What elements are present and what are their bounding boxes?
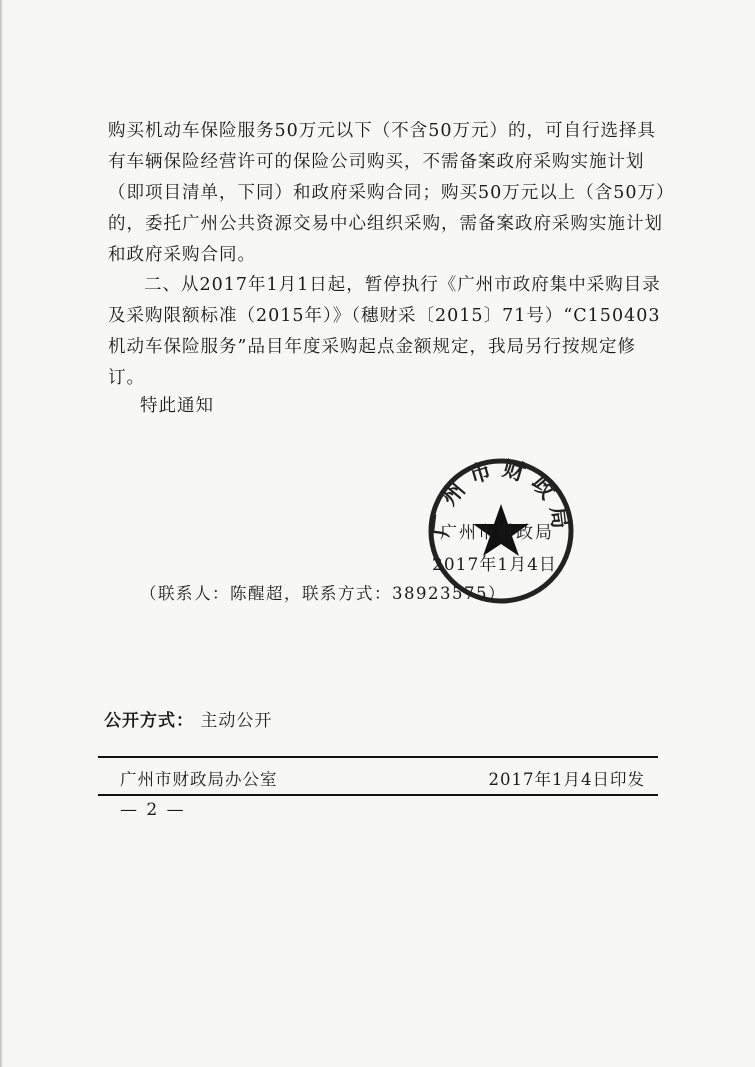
footer-rule-top bbox=[98, 756, 658, 758]
footer-issuer: 广州市财政局办公室 bbox=[120, 770, 278, 789]
body-paragraph-2: 二、从2017年1月1日起，暂停执行《广州市政府集中采购目录及采购限额标准（2015年）》（穗财采〔2015〕71号）“C150403 机动车保险服务”品目年度采购起点金额规定，我局另行按规定修订。 bbox=[108, 275, 661, 388]
footer-rule-bottom bbox=[98, 794, 658, 796]
disclosure-value: 主动公开 bbox=[200, 711, 273, 731]
seal-text: 广州市财政局 bbox=[427, 456, 575, 539]
contact-info: （联系人：陈醒超，联系方式：38923575） bbox=[140, 584, 506, 603]
signature-date: 2017年1月4日 bbox=[432, 555, 557, 575]
footer-issue-date: 2017年1月4日印发 bbox=[488, 770, 645, 789]
page-number: — 2 — bbox=[120, 800, 186, 820]
disclosure-label: 公开方式： bbox=[104, 711, 194, 731]
scan-edge-shadow bbox=[0, 0, 3, 1067]
signature-org: 广州市财政局 bbox=[440, 523, 554, 543]
disclosure-line bbox=[104, 706, 272, 731]
body-paragraph-1: 购买机动车保险服务50万元以下（不含50万元）的，可自行选择具有车辆保险经营许可的保险公司购买，不需备案政府采购实施计划（即项目清单，下同）和政府采购合同；购买50万元以上（含50万）的，委托广州公共资源交易中心组织采购，需备案政府采购实施计划和政府采购合同。 bbox=[108, 121, 666, 265]
closing-text: 特此通知 bbox=[140, 396, 214, 416]
